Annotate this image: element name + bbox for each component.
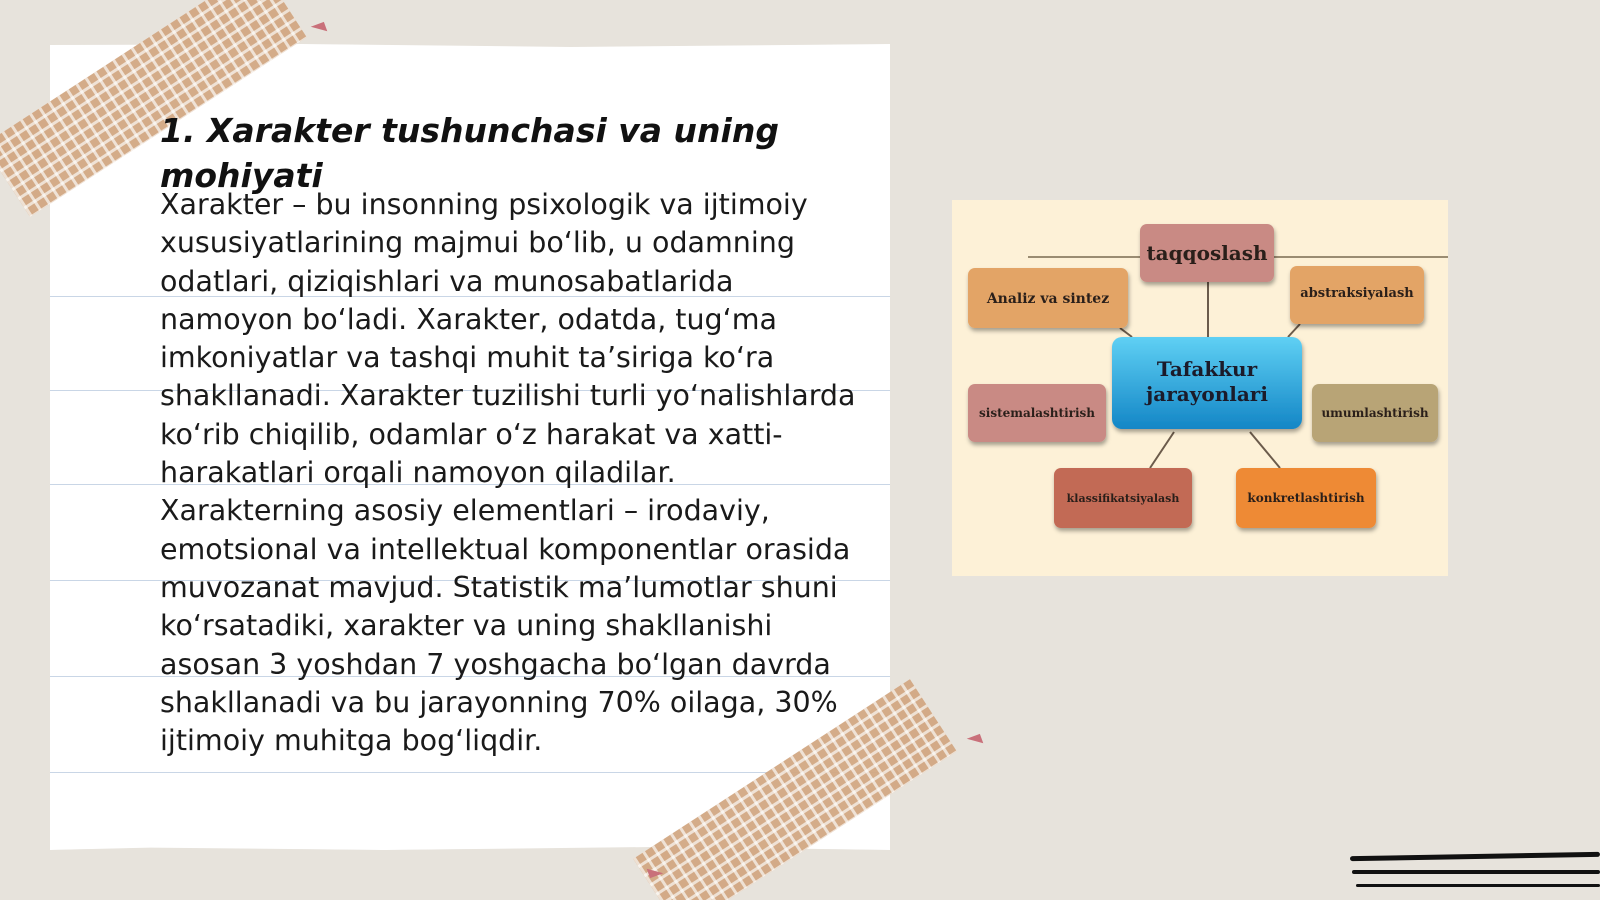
node-label: taqqoslash xyxy=(1146,241,1268,265)
mindmap-node-klassifikatsiyalash xyxy=(1054,468,1192,528)
mindmap-node-abstraksiyalash xyxy=(1290,266,1424,324)
connector-line xyxy=(1120,328,1132,337)
connector-line xyxy=(1250,432,1280,468)
mindmap-node-sistemalashtirish xyxy=(968,384,1106,442)
mindmap-svg xyxy=(952,200,1448,576)
mindmap-node-umumlashtirish xyxy=(1312,384,1438,442)
decorative-brush-stroke xyxy=(1356,884,1600,887)
slide-body-text: Xarakter – bu insonning psixologik va ijtimoiy xususiyatlarining majmui bo‘lib, u odamning odatlari, qiziqishlari va munosabatlarida namoyon bo‘ladi. Xarakter, odatda, tug‘ma imkoniyatlar va tashqi muhit ta’siriga ko‘ra shakllanadi. Xarakter tuzilishi turli yo‘nalishlarda ko‘rib chiqilib, odamlar o‘z harakat va xatti-harakatlari orqali namoyon qiladilar. Xarakterning asosiy elementlari – irodaviy, emotsional va intellektual komponentlar orasida muvozanat mavjud. Statistik ma’lumotlar shuni ko‘rsatadiki, xarakter va uning shakllanishi asosan 3 yoshdan 7 yoshgacha bo‘lgan davrda shakllanadi va bu jarayonning 70% oilaga, 30% ijtimoiy muhitga bog‘liqdir. xyxy=(160,188,856,758)
node-label: abstraksiyalash xyxy=(1300,286,1414,301)
decorative-brush-stroke xyxy=(1352,870,1600,874)
mindmap-node-taqqoslash xyxy=(1140,224,1274,282)
center-node-label: Tafakkur xyxy=(1156,357,1258,381)
mindmap-center-node xyxy=(1112,337,1302,429)
node-label: konkretlashtirish xyxy=(1247,491,1365,505)
node-label: umumlashtirish xyxy=(1321,406,1429,420)
connector-line xyxy=(1150,432,1174,468)
tape-corner-pin xyxy=(967,734,984,748)
decorative-brush-stroke xyxy=(1350,852,1600,861)
slide-title: 1. Xarakter tushunchasi va uning mohiyati xyxy=(160,111,779,195)
connector-line xyxy=(1288,324,1300,337)
node-label: klassifikatsiyalash xyxy=(1066,492,1180,505)
node-label: Analiz va sintez xyxy=(986,291,1110,307)
node-label: sistemalashtirish xyxy=(979,406,1095,420)
mindmap-image xyxy=(952,200,1448,576)
center-node-label: jarayonlari xyxy=(1146,382,1268,406)
mindmap-node-analiz xyxy=(968,268,1128,328)
mindmap-node-konkretlashtirish xyxy=(1236,468,1376,528)
tape-corner-pin xyxy=(311,22,328,36)
